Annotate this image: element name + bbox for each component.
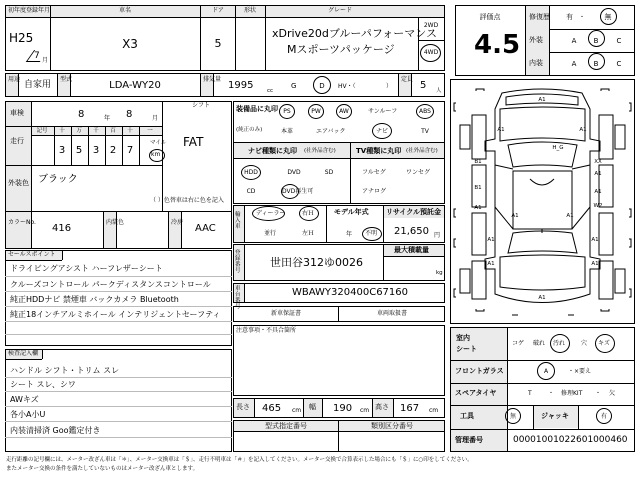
record-warranty: 新車保証書 [270, 310, 302, 317]
height-label: 高さ [375, 403, 389, 411]
vin-value: WBAWY320400C67160 [292, 287, 409, 298]
import-label: 輸入車 [235, 212, 241, 231]
tv-title: TV種類に丸印 [356, 147, 402, 155]
dmg-door-left-rear: B1 [474, 185, 482, 191]
reg-month-unit: 月 [42, 57, 49, 64]
dmg-roof: H_G [552, 145, 564, 151]
color-no: 416 [52, 223, 72, 234]
fuel-close: ） [386, 83, 393, 90]
inspection-year-unit: 年 [104, 115, 111, 122]
exterior-label: 外装色 [8, 179, 29, 187]
score-value: 4.5 [474, 30, 521, 60]
category-label: 類別区分番号 [371, 422, 413, 430]
mileage-header-3: 千 [93, 128, 99, 134]
equipment-title: 装備品に丸印 [236, 105, 278, 113]
mileage-header-1: 十 [59, 128, 65, 134]
selling-point-3: 純正HDDナビ 禁煙車 バックカメラ Bluetooth [10, 295, 179, 304]
car-name-label: 車名 [118, 7, 132, 14]
inspector-note-3: AWキズ [10, 395, 39, 404]
int-grade-b: B [593, 60, 599, 68]
mile-label: マイル [150, 140, 167, 146]
drive-2wd: 2WD [423, 22, 439, 29]
score-label: 評価点 [479, 13, 501, 21]
tv-analog: アナログ [362, 188, 387, 195]
cc-unit: cc [267, 88, 274, 94]
recycle-value: 21,650 [394, 226, 429, 237]
inspection-label: 車検 [10, 109, 24, 117]
color-change-note: （ ）色替車は右に色を記入 [150, 197, 224, 204]
doors-label: ドア [212, 7, 224, 14]
exterior-color: ブラック [38, 174, 78, 185]
yen-unit: 円 [434, 232, 441, 239]
mileage-digit-1: 5 [75, 145, 83, 156]
max-load-label: 最大積載量 [394, 246, 429, 254]
equip-abs: ABS [419, 108, 431, 115]
navi-dvd-play: DVD再生可 [282, 188, 314, 195]
vin-label: 車台番号 [235, 286, 241, 311]
capacity-value: 5 [420, 80, 427, 91]
tools-value: 無 [509, 413, 517, 420]
dmg-wheel-rr: A1 [591, 237, 599, 243]
inspector-notes-label: 検査記入欄 [8, 350, 39, 357]
dmg-fender-left: A1 [497, 127, 505, 133]
height-value: 167 [400, 403, 420, 414]
jack-label: ジャッキ [541, 412, 569, 420]
inspector-note-2: シート スレ、シワ [10, 380, 76, 389]
navi-sd: SD [324, 169, 334, 176]
interior-color-label: 内装色 [106, 219, 125, 226]
spare-t: T [528, 390, 532, 397]
drive-4wd: 4WD [423, 49, 439, 56]
glass-needs: ・×要え [568, 368, 592, 375]
import-right-h: 右Ｈ [302, 210, 315, 217]
grade-line1: xDrive20dブルーパフォーマンス [272, 27, 437, 40]
seat-label-1: 室内 [456, 334, 470, 342]
glass-a: A [543, 368, 549, 375]
import-parallel: 並行 [264, 230, 277, 237]
attention-label: 注意事項・不具合箇所 [236, 327, 297, 334]
ext-grade-a: A [571, 37, 577, 45]
ext-grade-b: B [593, 37, 599, 45]
registration-label: 登録番号 [235, 250, 241, 275]
shift-value: FAT [183, 135, 204, 149]
length-unit: cm [292, 407, 302, 414]
fuel-g: G [291, 82, 297, 90]
dmg-door-left-front: B1 [474, 159, 482, 165]
spare-label: スペアタイヤ [455, 389, 497, 397]
mileage-digit-0: 3 [58, 145, 66, 156]
record-manual: 車両取扱書 [376, 310, 408, 317]
dmg-door-right-rear: A1 [594, 189, 602, 195]
equip-sunroof: サンルーフ [368, 108, 398, 115]
shape-label: 形状 [243, 7, 257, 14]
mgmt-value: 00001001022601000460 [513, 435, 628, 445]
inspector-note-5: 内装清掃済 Goo鑑定付き [10, 426, 101, 435]
mgmt-label: 管理番号 [455, 436, 483, 444]
equip-pw: PW [311, 108, 321, 115]
dmg-door-right-front-2: A1 [594, 171, 602, 177]
import-left-h: 左Ｈ [302, 230, 315, 237]
dmg-quarter-left: A1 [474, 205, 482, 211]
dmg-door-right-front: XX [594, 159, 602, 165]
doors: 5 [214, 37, 222, 50]
width-value: 190 [333, 403, 353, 414]
equip-navi: ナビ [375, 128, 389, 135]
seat-label-2: シート [456, 345, 477, 353]
dmg-front-bumper: A1 [538, 97, 546, 103]
tv-note: (社外品含む) [406, 148, 438, 154]
equip-tv: TV [421, 128, 429, 135]
seat-item-burn: コゲ [512, 340, 525, 347]
displacement-value: 1995 [228, 80, 254, 91]
inspection-year: 8 [78, 109, 85, 120]
navi-hdd: HDD [244, 169, 258, 176]
spare-none: 欠 [609, 390, 616, 397]
footer-line2: またメーター交換の条件を満たしていないものはメーター改ざん車とします。 [6, 466, 199, 472]
navi-title: ナビ種類に丸印 [248, 147, 297, 155]
seat-item-hole: 穴 [581, 340, 588, 347]
selling-point-2: クルーズコントロール パークディスタンスコントロール [10, 280, 211, 289]
navi-note: (社外品含む) [304, 148, 336, 154]
navi-dvd: DVD [287, 169, 301, 176]
color-no-label: カラーNo. [8, 219, 36, 226]
seat-item-tear: 破れ [533, 340, 546, 347]
selling-point-4: 純正18インチアルミホイール インテリジェントセーフティ [10, 310, 221, 319]
car-name: X3 [122, 37, 138, 51]
mileage-header-2: 万 [76, 128, 82, 134]
mileage-header-5: 十 [127, 128, 133, 134]
int-grade-a: A [571, 60, 577, 68]
glass-label: フロントガラス [455, 367, 504, 375]
tv-oneseg: ワンセグ [406, 169, 431, 176]
equipment-subtitle: (純正のみ) [236, 127, 263, 133]
tools-label: 工具 [460, 412, 474, 420]
inspector-note-1: ハンドル シフト・トリム スレ [10, 366, 120, 375]
dmg-wheel-rl: A1 [487, 237, 495, 243]
repair-yes: 有 [566, 13, 573, 21]
equip-leather: 本革 [280, 128, 294, 135]
width-label: 幅 [309, 403, 316, 411]
mileage-header-4: 百 [110, 128, 116, 134]
mileage-header-0: 記号 [36, 128, 48, 134]
navi-cd: CD [246, 188, 256, 195]
seat-item-scratch: キズ [598, 340, 610, 347]
dmg-rear-bumper: A1 [538, 295, 546, 301]
mileage-digit-4: 7 [126, 145, 134, 156]
dmg-side-rr: A1 [591, 261, 599, 267]
use-value: 自家用 [24, 80, 52, 90]
dmg-rear-right: A1 [566, 213, 574, 219]
capacity-unit: 人 [436, 88, 442, 94]
ext-grade-c: C [616, 37, 622, 45]
selling-point-1: ドライビングアシスト ハーフレザーシート [10, 264, 163, 273]
width-unit: cm [360, 407, 370, 414]
dmg-fender-right: A1 [579, 127, 587, 133]
reg-year: H25 [9, 31, 34, 45]
model-year-unit: 年 [346, 231, 353, 238]
footer-line1: 走行距離の記号欄には、メーター改ざん車は「＊」、メーター交換車は「＄」、走行不明車は「＃」を記入してください。メーター交換で合算表示した場合にも「＄」に○印をしてください。 [6, 457, 473, 463]
grade-line2: Mスポーツパッケージ [287, 43, 395, 56]
recycle-label: リサイクル預託金 [386, 208, 442, 216]
car-outline [450, 79, 635, 324]
mileage-header-6: 一 [147, 128, 153, 134]
capacity-label: 定員 [401, 76, 414, 83]
int-grade-c: C [616, 60, 622, 68]
height-unit: cm [429, 407, 439, 414]
exterior-score-label: 外装 [529, 36, 543, 44]
equip-ps: PS [283, 108, 291, 115]
selling-points-label: セールスポイント [8, 251, 56, 258]
equip-aw: AW [339, 108, 349, 115]
seat-item-dirt: 汚れ [553, 340, 566, 347]
dmg-quarter-right: W2 [593, 203, 603, 209]
model-label: 型式 [60, 76, 73, 83]
length-value: 465 [262, 403, 282, 414]
ac-label: 冷房 [171, 219, 184, 226]
kg-unit: kg [436, 270, 443, 276]
model-value: LDA-WY20 [109, 80, 161, 91]
equip-airbag: エアバック [316, 128, 346, 135]
inspection-month-unit: 月 [152, 115, 159, 122]
spare-repair-kit: 修理KIT [561, 390, 583, 397]
displacement-label: 排気量 [203, 76, 222, 83]
length-label: 長さ [236, 403, 250, 411]
registration-value: 世田谷312ゆ0026 [270, 256, 363, 269]
mileage-digit-3: 2 [109, 145, 117, 156]
inspector-note-4: 各小A小U [10, 410, 46, 419]
fuel-d: D [319, 82, 325, 90]
reg-year-label: 初年度登録年月 [8, 7, 51, 14]
use-label: 用途 [8, 76, 21, 83]
jack-value: 有 [600, 413, 608, 420]
mileage-digit-2: 3 [92, 145, 100, 156]
tv-fullseg: フルセグ [362, 169, 386, 176]
type-cert-label: 型式指定番号 [265, 422, 307, 430]
ac-value: AAC [195, 223, 216, 234]
reg-month: 7 [34, 51, 40, 61]
import-dealer: ディーラー [256, 210, 286, 217]
km-label: km [151, 151, 161, 158]
dmg-rear-left: A1 [511, 213, 519, 219]
fuel-hv: HV・（ [338, 83, 356, 90]
inspection-month: 8 [126, 109, 133, 120]
dmg-side-rl: A1 [487, 261, 495, 267]
shift-label: シフト [192, 102, 211, 109]
repair-label: 修復歴 [529, 13, 550, 21]
model-year-unknown: 不明 [365, 230, 378, 237]
mileage-label-1: 走行 [10, 137, 24, 145]
grade-label: グレード [327, 7, 353, 14]
repair-no: 無 [604, 13, 612, 21]
interior-score-label: 内装 [529, 59, 543, 67]
model-year-label: モデル年式 [334, 208, 369, 216]
